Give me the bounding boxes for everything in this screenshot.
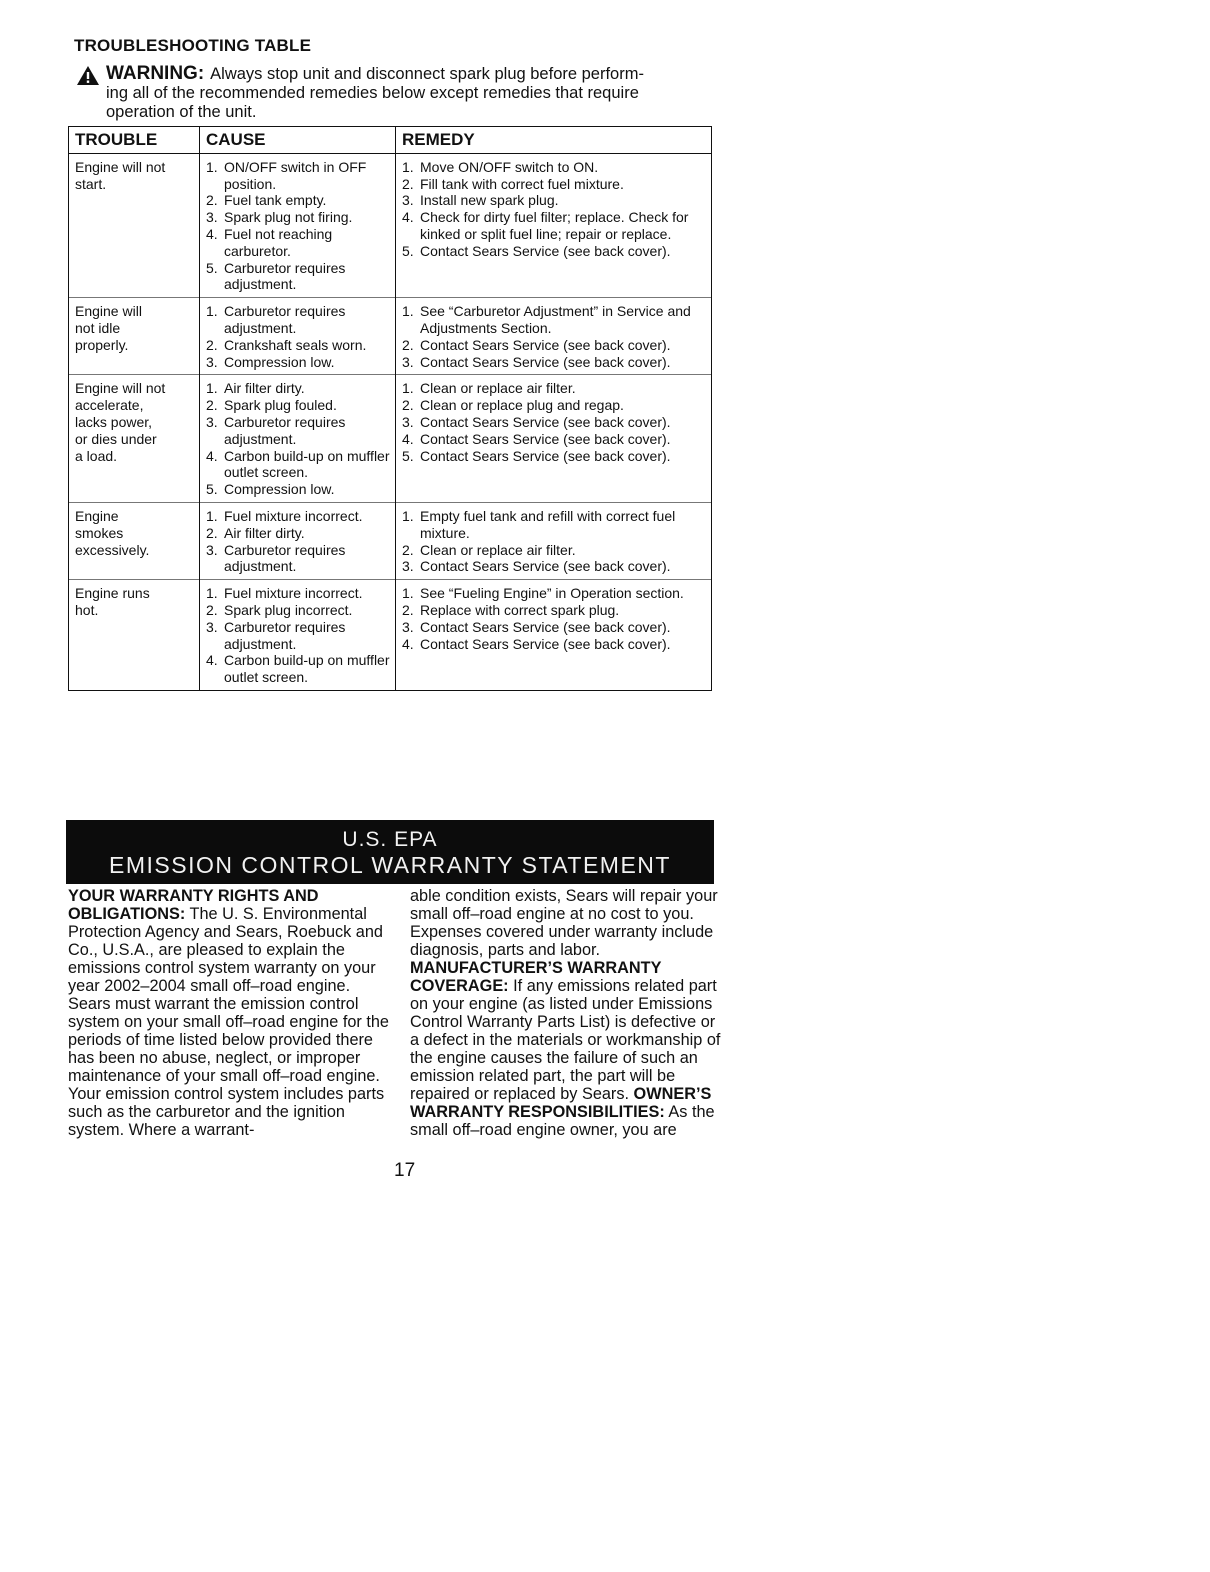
cause-item (206, 448, 391, 482)
item-text: Carburetor requires adjustment. (224, 259, 346, 293)
item-text: Fuel mixture incorrect. (224, 585, 363, 602)
warranty-heading: OWNER’S WARRANTY RESPONSIBILITIES: (410, 1085, 712, 1121)
cause-item (206, 354, 391, 371)
item-number: 1. (402, 507, 414, 524)
cause-item (206, 192, 391, 209)
item-text: Contact Sears Service (see back cover). (420, 413, 671, 430)
item-number: 1. (402, 585, 414, 602)
trouble-text: accelerate, (75, 397, 144, 414)
warranty-text: As the small off–road engine owner, you are (410, 1103, 715, 1139)
remedy-item (402, 209, 707, 243)
item-number: 4. (402, 635, 414, 652)
item-number: 3. (402, 558, 414, 575)
warranty-text: able condition exists, Sears will repair your small off–road engine at no cost to you. Expenses covered under warranty include diagnosis, parts and labor. (410, 887, 718, 959)
item-text: Contact Sears Service (see back cover). (420, 336, 671, 353)
item-number: 1. (402, 380, 414, 397)
item-number: 1. (206, 303, 218, 320)
warning-text-3: operation of the unit. (106, 103, 257, 121)
remedy-item (402, 303, 707, 337)
cause-item (206, 508, 391, 525)
epa-subtitle: EMISSION CONTROL WARRANTY STATEMENT (109, 852, 671, 878)
item-text: Replace with correct spark plug. (420, 601, 620, 618)
trouble-text: start. (75, 175, 107, 192)
header-trouble: TROUBLE (69, 127, 200, 154)
cause-item (206, 397, 391, 414)
trouble-cell (69, 580, 200, 691)
cause-item (206, 380, 391, 397)
table-row (69, 298, 712, 375)
page-number: 17 (394, 1160, 416, 1181)
item-text: Fuel tank empty. (224, 192, 327, 209)
warranty-text-right (410, 887, 722, 1139)
item-text: Install new spark plug. (420, 192, 559, 209)
item-text: Air filter dirty. (224, 524, 305, 541)
cause-item (206, 303, 391, 337)
remedy-cell (396, 580, 712, 691)
item-number: 4. (206, 447, 218, 464)
warning-text-1: Always stop unit and disconnect spark plug before perform- (210, 65, 644, 83)
item-text: Fuel mixture incorrect. (224, 507, 363, 524)
warning-notice (76, 64, 716, 122)
item-number: 5. (206, 481, 218, 498)
remedy-cell (396, 502, 712, 579)
table-row (69, 153, 712, 297)
item-text: Air filter dirty. (224, 380, 305, 397)
cause-item (206, 414, 391, 448)
item-number: 1. (206, 585, 218, 602)
header-remedy: REMEDY (396, 127, 712, 154)
item-text: Compression low. (224, 353, 335, 370)
item-text: Clean or replace air filter. (420, 541, 576, 558)
item-number: 4. (206, 225, 218, 242)
item-number: 2. (206, 524, 218, 541)
item-text: ON/OFF switch in OFF position. (224, 158, 367, 192)
cause-item (206, 619, 391, 653)
item-text: Contact Sears Service (see back cover). (420, 558, 671, 575)
table-row (69, 580, 712, 691)
item-text: Clean or replace air filter. (420, 380, 576, 397)
trouble-text: Engine will not (75, 158, 166, 175)
item-number: 3. (206, 209, 218, 226)
item-text: Contact Sears Service (see back cover). (420, 353, 671, 370)
cause-cell (200, 153, 396, 297)
remedy-item (402, 192, 707, 209)
item-text: Contact Sears Service (see back cover). (420, 447, 671, 464)
item-number: 2. (402, 336, 414, 353)
trouble-text: Engine will not (75, 380, 166, 397)
remedy-item (402, 354, 707, 371)
cause-item (206, 159, 391, 193)
item-text: See “Fueling Engine” in Operation section. (420, 585, 684, 602)
trouble-text: hot. (75, 601, 99, 618)
item-text: Carbon build-up on muffler outlet screen. (224, 447, 390, 481)
item-text: Crankshaft seals worn. (224, 336, 367, 353)
trouble-text: not idle (75, 319, 121, 336)
epa-title: U.S. EPA (342, 828, 438, 851)
page-title: TROUBLESHOOTING TABLE (74, 36, 312, 55)
item-number: 1. (206, 507, 218, 524)
warning-label: WARNING: (106, 63, 205, 84)
header-cause: CAUSE (200, 127, 396, 154)
item-number: 2. (206, 601, 218, 618)
warranty-heading: MANUFACTURER’S WARRANTY COVERAGE: (410, 959, 662, 995)
remedy-item (402, 397, 707, 414)
table-row (69, 375, 712, 503)
cause-item (206, 337, 391, 354)
item-number: 2. (206, 397, 218, 414)
item-text: Spark plug fouled. (224, 397, 337, 414)
warning-text-2: ing all of the recommended remedies below except remedies that require (106, 84, 639, 102)
item-number: 4. (402, 430, 414, 447)
item-number: 3. (206, 413, 218, 430)
item-text: Move ON/OFF switch to ON. (420, 158, 599, 175)
remedy-item (402, 159, 707, 176)
item-number: 3. (206, 618, 218, 635)
item-number: 4. (206, 652, 218, 669)
item-text: Contact Sears Service (see back cover). (420, 618, 671, 635)
trouble-text: Engine runs (75, 585, 150, 602)
item-text: Compression low. (224, 481, 335, 498)
cause-item (206, 260, 391, 294)
cause-cell (200, 298, 396, 375)
item-number: 3. (206, 541, 218, 558)
warning-triangle-icon (76, 65, 100, 86)
remedy-item (402, 337, 707, 354)
trouble-text: Engine (75, 507, 119, 524)
remedy-item (402, 243, 707, 260)
item-number: 5. (206, 259, 218, 276)
cause-item (206, 652, 391, 686)
item-text: Fuel not reaching carburetor. (224, 225, 333, 259)
item-text: Carburetor requires adjustment. (224, 541, 346, 575)
cause-item (206, 585, 391, 602)
epa-banner (66, 820, 714, 884)
cause-item (206, 481, 391, 498)
remedy-item (402, 602, 707, 619)
item-number: 5. (402, 447, 414, 464)
trouble-cell (69, 153, 200, 297)
item-number: 3. (402, 192, 414, 209)
remedy-item (402, 380, 707, 397)
item-text: Empty fuel tank and refill with correct fuel mixture. (420, 507, 676, 541)
cause-item (206, 602, 391, 619)
item-text: Clean or replace plug and regap. (420, 397, 624, 414)
trouble-cell (69, 298, 200, 375)
cause-cell (200, 580, 396, 691)
item-number: 2. (402, 175, 414, 192)
item-number: 2. (402, 541, 414, 558)
trouble-text: excessively. (75, 541, 150, 558)
item-text: Carburetor requires adjustment. (224, 303, 346, 336)
troubleshooting-table (68, 126, 712, 691)
item-number: 3. (402, 353, 414, 370)
remedy-item (402, 636, 707, 653)
item-number: 3. (402, 618, 414, 635)
trouble-text: lacks power, (75, 413, 153, 430)
warranty-text: The U. S. Environmental Protection Agency and Sears, Roebuck and Co., U.S.A., are pleased to explain the emissions control system warranty on your year 2002–2004 small off–road engine. Sears must warrant the emission control system on your small off–road engine for the periods of time listed below provided there has been no abuse, neglect, or improper maintenance of your small off–road engine. Your emission control system includes parts such as the carburetor and the ignition system. Where a warrant- (68, 905, 389, 1139)
remedy-item (402, 414, 707, 431)
remedy-item (402, 176, 707, 193)
remedy-cell (396, 153, 712, 297)
warranty-text: If any emissions related part on your engine (as listed under Emissions Control Warranty Parts List) is defective or a defect in the materials or workmanship of the engine causes the failure of such an emission related part, the part will be repaired or replaced by Sears. (410, 977, 721, 1103)
item-number: 1. (206, 380, 218, 397)
cause-item (206, 542, 391, 576)
remedy-item (402, 558, 707, 575)
remedy-item (402, 508, 707, 542)
cause-item (206, 209, 391, 226)
cause-cell (200, 375, 396, 503)
item-number: 3. (402, 413, 414, 430)
trouble-text: smokes (75, 524, 124, 541)
item-text: Carbon build-up on muffler outlet screen. (224, 652, 390, 686)
item-number: 5. (402, 242, 414, 259)
trouble-cell (69, 502, 200, 579)
cause-cell (200, 502, 396, 579)
remedy-item (402, 431, 707, 448)
item-text: Contact Sears Service (see back cover). (420, 635, 671, 652)
item-number: 2. (402, 397, 414, 414)
remedy-cell (396, 375, 712, 503)
remedy-item (402, 619, 707, 636)
item-number: 4. (402, 209, 414, 226)
item-text: Carburetor requires adjustment. (224, 618, 346, 652)
cause-item (206, 226, 391, 260)
trouble-text: or dies under (75, 430, 157, 447)
item-text: Carburetor requires adjustment. (224, 413, 346, 447)
item-text: Spark plug incorrect. (224, 601, 353, 618)
item-number: 2. (206, 192, 218, 209)
cause-item (206, 525, 391, 542)
item-number: 1. (402, 158, 414, 175)
item-number: 2. (402, 601, 414, 618)
trouble-cell (69, 375, 200, 503)
trouble-text: Engine will (75, 303, 142, 320)
item-number: 2. (206, 336, 218, 353)
remedy-item (402, 542, 707, 559)
trouble-text: a load. (75, 447, 118, 464)
remedy-item (402, 448, 707, 465)
item-text: See “Carburetor Adjustment” in Service and Adjustments Section. (420, 303, 691, 336)
warranty-text-left (68, 887, 390, 1139)
trouble-text: properly. (75, 336, 129, 353)
item-text: Fill tank with correct fuel mixture. (420, 175, 624, 192)
item-text: Check for dirty fuel filter; replace. Check for kinked or split fuel line; repair or replace. (420, 209, 689, 242)
warranty-heading: YOUR WARRANTY RIGHTS AND OBLIGATIONS: (68, 887, 319, 923)
item-text: Contact Sears Service (see back cover). (420, 430, 671, 447)
item-number: 1. (206, 158, 218, 175)
remedy-item (402, 585, 707, 602)
item-number: 1. (402, 303, 414, 320)
item-text: Contact Sears Service (see back cover). (420, 242, 671, 259)
remedy-cell (396, 298, 712, 375)
table-row (69, 502, 712, 579)
item-number: 3. (206, 353, 218, 370)
item-text: Spark plug not firing. (224, 209, 353, 226)
